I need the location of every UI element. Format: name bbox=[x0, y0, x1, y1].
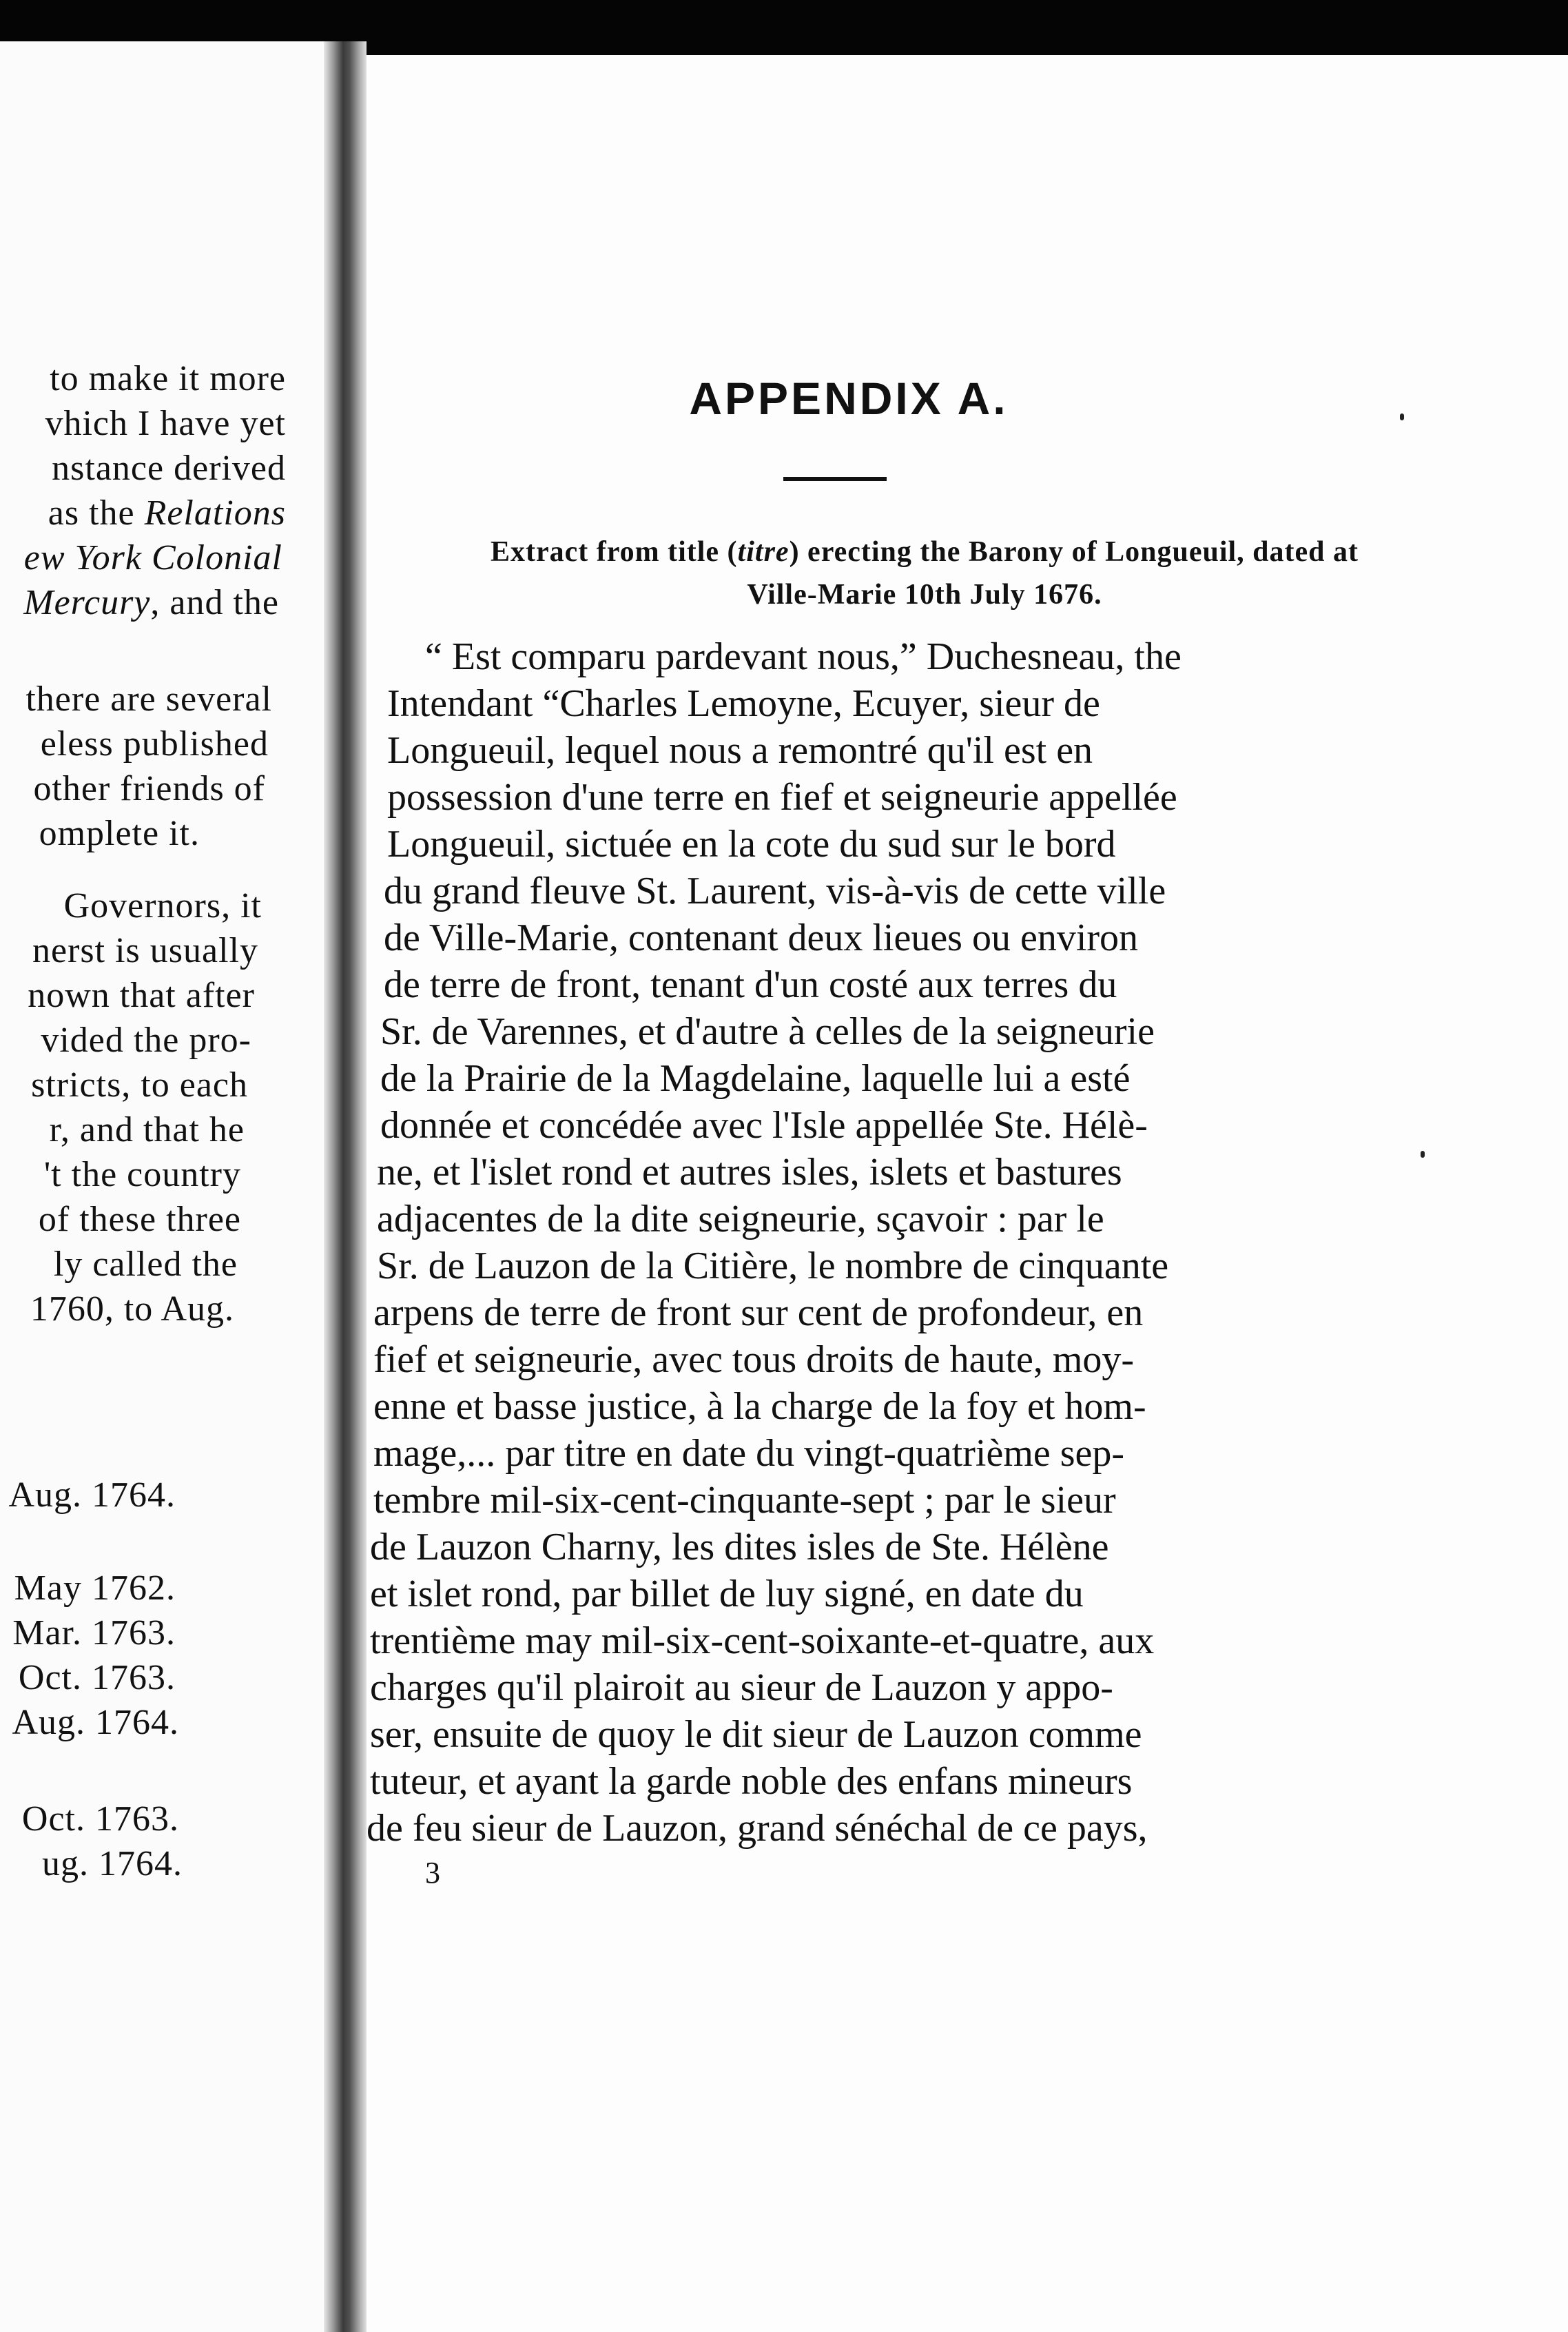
left-line: May 1762. bbox=[14, 1568, 176, 1608]
body-line: charges qu'il plairoit au sieur de Lauzon y appo- bbox=[370, 1666, 1113, 1709]
body-line: Sr. de Varennes, et d'autre à celles de la seigneurie bbox=[380, 1010, 1155, 1053]
left-line: ly called the bbox=[53, 1245, 238, 1284]
body-line: de terre de front, tenant d'un costé aux terres du bbox=[384, 963, 1117, 1006]
appendix-heading: APPENDIX A. bbox=[689, 373, 1009, 424]
body-line: donnée et concédée avec l'Isle appellée Ste. Hélè- bbox=[380, 1104, 1148, 1147]
body-line: de Lauzon Charny, les dites isles de Ste. Hélène bbox=[370, 1526, 1109, 1568]
scan-speck bbox=[1421, 1151, 1425, 1158]
scan-speck bbox=[1400, 413, 1404, 420]
body-line: tuteur, et ayant la garde noble des enfans mineurs bbox=[370, 1760, 1133, 1803]
body-line: de feu sieur de Lauzon, grand sénéchal de ce pays, bbox=[367, 1807, 1148, 1850]
body-line: “ Est comparu pardevant nous,” Duchesneau, the bbox=[425, 635, 1182, 678]
right-page bbox=[367, 55, 1568, 2332]
body-line: fief et seigneurie, avec tous droits de haute, moy- bbox=[373, 1338, 1135, 1381]
body-line: mage,... par titre en date du vingt-quatrième sep- bbox=[373, 1432, 1125, 1475]
body-line: trentième may mil-six-cent-soixante-et-quatre, aux bbox=[370, 1619, 1155, 1662]
left-line: nown that after bbox=[28, 976, 255, 1015]
left-line: nerst is usually bbox=[32, 931, 258, 970]
left-line: to make it more bbox=[50, 359, 286, 398]
left-line: there are several bbox=[25, 679, 272, 719]
left-line: nstance derived bbox=[52, 449, 286, 488]
body-line: de Ville-Marie, contenant deux lieues ou environ bbox=[384, 917, 1139, 959]
left-line: of these three bbox=[38, 1200, 241, 1239]
heading-rule bbox=[783, 477, 887, 481]
body-line: Intendant “Charles Lemoyne, Ecuyer, sieur de bbox=[387, 682, 1100, 725]
left-line: Oct. 1763. bbox=[18, 1658, 176, 1697]
body-line: tembre mil-six-cent-cinquante-sept ; par le sieur bbox=[373, 1479, 1116, 1522]
left-line: eless published bbox=[40, 724, 269, 764]
left-line: omplete it. bbox=[39, 814, 200, 853]
body-line: Longueuil, lequel nous a remontré qu'il est en bbox=[387, 729, 1093, 772]
left-line: vhich I have yet bbox=[45, 404, 286, 443]
left-line: stricts, to each bbox=[31, 1065, 248, 1105]
body-line: arpens de terre de front sur cent de profondeur, en bbox=[373, 1291, 1144, 1334]
page-number: 3 bbox=[425, 1856, 440, 1890]
body-line: du grand fleuve St. Laurent, vis-à-vis de cette ville bbox=[384, 870, 1166, 912]
left-line: ug. 1764. bbox=[42, 1844, 183, 1883]
left-line: other friends of bbox=[33, 769, 265, 808]
book-spine bbox=[324, 41, 367, 2332]
body-line: de la Prairie de la Magdelaine, laquelle lui a esté bbox=[380, 1057, 1131, 1100]
left-line: Oct. 1763. bbox=[21, 1799, 179, 1839]
body-line: Sr. de Lauzon de la Citière, le nombre de cinquante bbox=[377, 1245, 1169, 1287]
left-line: ew York Colonial bbox=[23, 538, 282, 577]
left-line: Mar. 1763. bbox=[12, 1613, 176, 1653]
body-line: adjacentes de la dite seigneurie, sçavoir : par le bbox=[377, 1198, 1104, 1240]
body-line: ser, ensuite de quoy le dit sieur de Lauzon comme bbox=[370, 1713, 1142, 1756]
left-line: 1760, to Aug. bbox=[30, 1289, 234, 1329]
left-line: Governors, it bbox=[63, 886, 262, 925]
body-line: enne et basse justice, à la charge de la foy et hom- bbox=[373, 1385, 1146, 1428]
left-line: Aug. 1764. bbox=[8, 1475, 176, 1515]
body-line: possession d'une terre en fief et seigneurie appellée bbox=[387, 776, 1177, 819]
body-line: ne, et l'islet rond et autres isles, islets et bastures bbox=[377, 1151, 1122, 1194]
left-line: as the Relations bbox=[48, 493, 286, 533]
left-line: vided the pro- bbox=[41, 1021, 251, 1060]
extract-caption: Extract from title (titre) erecting the Barony of Longueuil, dated at Ville-Marie 10th July 1676. bbox=[490, 536, 1359, 611]
left-line: Mercury, and the bbox=[23, 583, 279, 622]
left-line: 't the country bbox=[43, 1155, 241, 1194]
body-line: et islet rond, par billet de luy signé, en date du bbox=[370, 1573, 1084, 1615]
left-page bbox=[0, 41, 324, 2332]
left-line: r, and that he bbox=[49, 1110, 245, 1149]
body-line: Longueuil, sictuée en la cote du sud sur le bord bbox=[387, 823, 1116, 866]
left-line: Aug. 1764. bbox=[12, 1703, 179, 1742]
